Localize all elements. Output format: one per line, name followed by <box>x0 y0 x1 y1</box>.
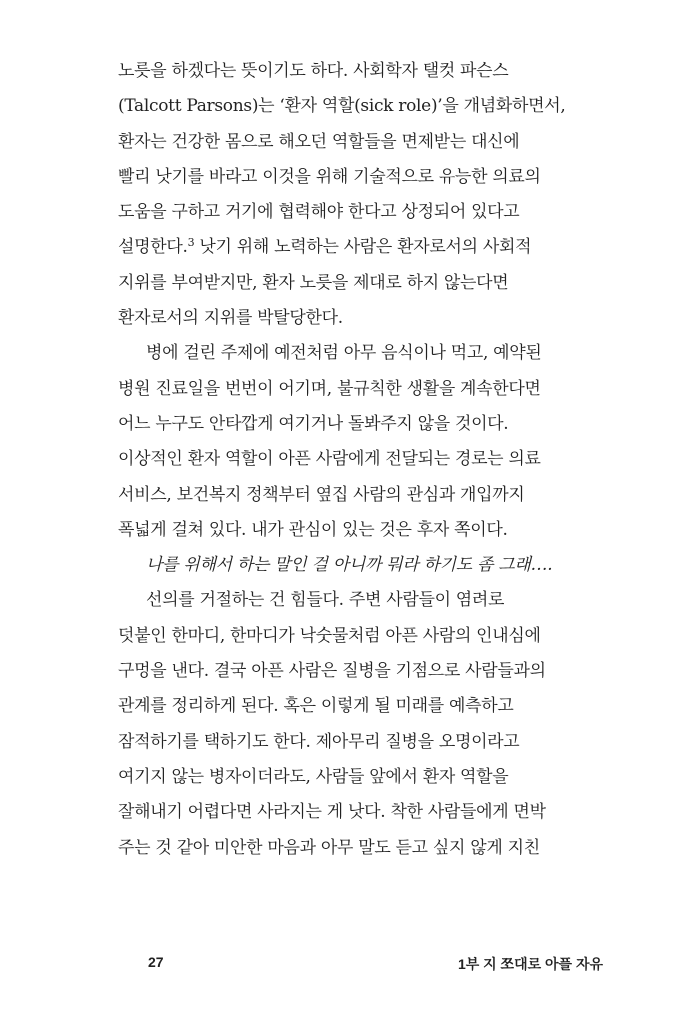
text-line <box>118 619 618 654</box>
text-line-content: 잠적하기를 택하기도 한다. 제아무리 질병을 오명이라고 <box>118 731 520 752</box>
text-line <box>118 689 618 724</box>
text-line-content: 관계를 정리하게 된다. 혹은 이렇게 될 미래를 예측하고 <box>118 696 514 717</box>
text-line <box>118 548 618 583</box>
text-line <box>118 266 618 301</box>
text-line <box>118 583 618 618</box>
text-line-content: 어느 누구도 안타깝게 여기거나 돌봐주지 않을 것이다. <box>118 413 509 434</box>
text-line <box>118 795 618 830</box>
text-line-content: 주는 것 같아 미안한 마음과 아무 말도 듣고 싶지 않게 지친 <box>118 837 540 858</box>
text-line-content: 구멍을 낸다. 결국 아픈 사람은 질병을 기점으로 사람들과의 <box>118 661 546 682</box>
text-line-content: 환자로서의 지위를 박탈당한다. <box>118 308 343 329</box>
text-line-content: (Talcott Parsons)는 ‘환자 역할(sick role)’을 개념화하면서, <box>118 96 566 117</box>
body-text <box>118 54 618 866</box>
text-line <box>118 372 618 407</box>
text-line-content: 병에 걸린 주제에 예전처럼 아무 음식이나 먹고, 예약된 <box>146 343 542 364</box>
text-line <box>118 407 618 442</box>
running-head: 1부 지 쪼대로 아플 자유 <box>457 956 603 972</box>
text-line <box>118 301 618 336</box>
text-line <box>118 478 618 513</box>
text-line <box>118 125 618 160</box>
text-line <box>118 760 618 795</box>
text-line-content: 나를 위해서 하는 말인 걸 아니까 뭐라 하기도 좀 그래…. <box>146 555 553 576</box>
text-line <box>118 442 618 477</box>
footnote-reference: 3 <box>187 236 195 250</box>
text-line-content: 잘해내기 어렵다면 사라지는 게 낫다. 착한 사람들에게 면박 <box>118 802 546 823</box>
text-line-content: 이상적인 환자 역할이 아픈 사람에게 전달되는 경로는 의료 <box>118 449 541 470</box>
text-line-content: 노릇을 하겠다는 뜻이기도 하다. 사회학자 탤컷 파슨스 <box>118 61 509 81</box>
text-line-content: 지위를 부여받지만, 환자 노릇을 제대로 하지 않는다면 <box>118 272 509 293</box>
text-line-content: 덧붙인 한마디, 한마디가 낙숫물처럼 아픈 사람의 인내심에 <box>118 625 541 646</box>
text-line <box>118 831 618 866</box>
text-line <box>118 54 618 89</box>
text-line <box>118 336 618 371</box>
text-line <box>118 195 618 230</box>
text-line-content: 환자는 건강한 몸으로 해오던 역할들을 면제받는 대신에 <box>118 131 520 152</box>
text-line-content: 선의를 거절하는 건 힘들다. 주변 사람들이 염려로 <box>146 590 505 611</box>
text-line-content: 설명한다. <box>118 237 188 258</box>
text-line-content: 도움을 구하고 거기에 협력해야 한다고 상정되어 있다고 <box>118 202 520 223</box>
text-line <box>118 89 618 124</box>
text-line-content: 서비스, 보건복지 정책부터 옆집 사람의 관심과 개입까지 <box>118 484 525 505</box>
text-line-content: 병원 진료일을 번번이 어기며, 불규칙한 생활을 계속한다면 <box>118 378 541 399</box>
text-line <box>118 513 618 548</box>
text-line <box>118 725 618 760</box>
text-line-content: 여기지 않는 병자이더라도, 사람들 앞에서 환자 역할을 <box>118 766 509 787</box>
text-line-content: 낫기 위해 노력하는 사람은 환자로서의 사회적 <box>194 237 532 258</box>
text-line <box>118 230 618 265</box>
page-number: 27 <box>148 954 164 970</box>
text-line <box>118 654 618 689</box>
text-line-content: 빨리 낫기를 바라고 이것을 위해 기술적으로 유능한 의료의 <box>118 166 541 187</box>
text-line <box>118 160 618 195</box>
text-line-content: 폭넓게 걸쳐 있다. 내가 관심이 있는 것은 후자 쪽이다. <box>118 519 508 540</box>
